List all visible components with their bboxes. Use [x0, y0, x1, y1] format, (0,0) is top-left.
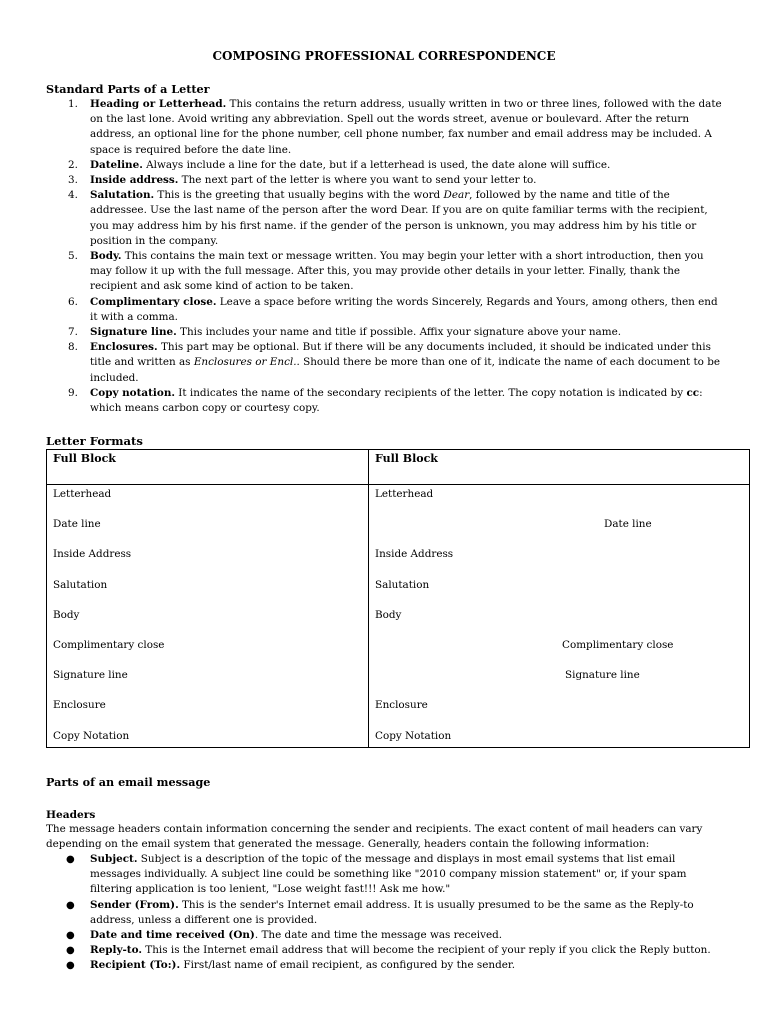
list-item: [46, 928, 726, 943]
list-term: Body.: [90, 250, 122, 263]
list-term: Sender (From).: [90, 898, 179, 911]
list-text: This contains the return address, usually written in two or three lines, followed with the date on the last lone. Avoid writing any abbreviation. Spell out the words street, avenue or boulevard. After the return address, an optional line for the phone number, cell phone number, fax number and email address may be included. A space is required before the date line.: [90, 98, 722, 156]
format-line: Enclosure: [375, 699, 428, 712]
list-text: First/last name of email recipient, as configured by the sender.: [180, 959, 516, 972]
list-text: The next part of the letter is where you want to send your letter to.: [178, 174, 537, 187]
list-number: 3.: [68, 174, 78, 187]
list-text: This includes your name and title if possible. Affix your signature above your name.: [176, 326, 622, 339]
list-number: 8.: [68, 341, 78, 354]
list-number: 9.: [68, 386, 78, 399]
list-item: [46, 852, 726, 898]
format-line: Letterhead: [53, 488, 112, 500]
letter-formats-table: [46, 449, 750, 748]
list-text: Subject is a description of the topic of the message and displays in most email systems that list email messages individually. A subject line could be something like "2010 company mission statement" or, if your spam filtering application is too lenient, "Lose weight fast!!! Ask me how.": [90, 853, 687, 896]
letter-formats-heading-text: Letter Formats: [46, 434, 143, 448]
list-text: This part may be optional. But if there will be any documents included, it should be indicated under this title and written as: [90, 341, 711, 369]
list-text: It indicates the name of the secondary recipients of the letter. The copy notation is indicated by: [175, 386, 687, 399]
list-term: Complimentary close.: [90, 295, 217, 308]
format-line: Enclosure: [53, 699, 106, 712]
list-text: This is the sender's Internet email address. It is usually presumed to be the same as the Reply-to address, unless a different one is provided.: [90, 898, 694, 926]
list-term: Copy notation.: [90, 386, 175, 399]
bullet-icon: ●: [66, 899, 75, 911]
list-bold: cc: [686, 386, 700, 399]
email-headers-list: [46, 852, 726, 974]
bullet-icon: ●: [66, 930, 75, 942]
list-term: Heading or Letterhead.: [90, 98, 227, 110]
list-text: This is the Internet email address that will become the recipient of your reply if you click the Reply button.: [141, 944, 711, 957]
list-text: . Should there be more than one of it, indicate the name of each document to be included.: [90, 356, 721, 384]
format-line: Inside Address: [53, 548, 132, 561]
format-line: Signature line: [53, 669, 128, 682]
list-term: Subject.: [90, 853, 138, 865]
format-line: Date line: [53, 518, 101, 531]
list-text: , followed by the name and title of the addressee. Use the last name of the person after the word Dear. If you are on quite familiar terms with the recipient, you may address him by his first name. if the gender of the person is unknown, you may address him by his title or position in the company.: [90, 189, 708, 247]
list-number: 2.: [68, 158, 78, 171]
bullet-icon: ●: [66, 854, 75, 865]
list-item: [46, 158, 726, 173]
list-text: : which means carbon copy or courtesy copy.: [90, 386, 703, 415]
table-row: [47, 485, 750, 748]
list-italic: Dear: [443, 189, 470, 202]
list-item: [46, 340, 726, 386]
list-number: 5.: [68, 250, 78, 263]
list-item: [46, 173, 726, 188]
list-text: This is the greeting that usually begins with the word: [154, 189, 444, 202]
list-text: . The date and time the message was received.: [254, 929, 503, 942]
list-number: 7.: [68, 326, 78, 339]
standard-parts-list: [46, 97, 726, 416]
list-item: [46, 943, 726, 958]
format-line: Salutation: [53, 578, 108, 591]
list-term: Signature line.: [90, 326, 177, 339]
list-text: Always include a line for the date, but if a letterhead is used, the date alone will suffice.: [142, 158, 611, 171]
list-term: Recipient (To:).: [90, 959, 181, 972]
list-italic: Enclosures or Encl.: [193, 356, 297, 369]
list-number: 6.: [68, 295, 78, 308]
format-line: Copy Notation: [375, 729, 452, 742]
format-line: Body: [53, 608, 80, 621]
list-term: Salutation.: [90, 189, 155, 202]
email-parts-heading: Parts of an email message: [46, 775, 211, 789]
letter-formats-heading: [46, 433, 143, 449]
format-line: Body: [375, 608, 402, 621]
headers-subheading: Headers: [46, 809, 96, 821]
list-term: Date and time received (On): [90, 929, 255, 942]
document-title: COMPOSING PROFESSIONAL CORRESPONDENCE: [212, 49, 556, 63]
format-line: Salutation: [375, 578, 430, 591]
column-header-right: Full Block: [369, 450, 750, 485]
bullet-icon: ●: [66, 945, 75, 957]
full-block-left-cell: [47, 485, 369, 748]
table-header-row: [47, 450, 750, 485]
full-block-right-cell: [369, 485, 750, 748]
headers-intro: The message headers contain information concerning the sender and recipients. The exact content of mail headers can vary depending on the email system that generated the message. Generally, headers contain the following information:: [46, 823, 703, 851]
list-item: [46, 97, 726, 158]
format-line: Date line: [604, 518, 652, 531]
format-line: Letterhead: [375, 488, 434, 500]
column-header-left: Full Block: [47, 450, 369, 485]
format-line: Complimentary close: [562, 638, 674, 651]
format-line: Copy Notation: [53, 729, 130, 742]
list-text: Leave a space before writing the words Sincerely, Regards and Yours, among others, then end it with a comma.: [90, 295, 718, 323]
list-number: 1.: [68, 98, 78, 110]
list-item: [46, 295, 726, 325]
format-line: Signature line: [565, 669, 640, 682]
list-term: Reply-to.: [90, 944, 142, 957]
list-term: Dateline.: [90, 158, 143, 171]
list-number: 4.: [68, 189, 78, 202]
list-item: [46, 958, 726, 973]
list-text: This contains the main text or message written. You may begin your letter with a short introduction, then you may follow it up with the full message. After this, you may provide other details in your letter. Finally, thank the recipient and ask some kind of action to be taken.: [90, 250, 704, 293]
list-item: [46, 188, 726, 249]
standard-parts-heading: Standard Parts of a Letter: [46, 82, 210, 96]
list-item: [46, 386, 726, 416]
list-item: [46, 325, 726, 340]
list-item: [46, 249, 726, 295]
list-term: Enclosures.: [90, 341, 158, 354]
list-item: [46, 898, 726, 928]
list-term: Inside address.: [90, 174, 179, 187]
format-line: Complimentary close: [53, 638, 165, 651]
bullet-icon: ●: [66, 960, 75, 972]
format-line: Inside Address: [375, 548, 454, 561]
